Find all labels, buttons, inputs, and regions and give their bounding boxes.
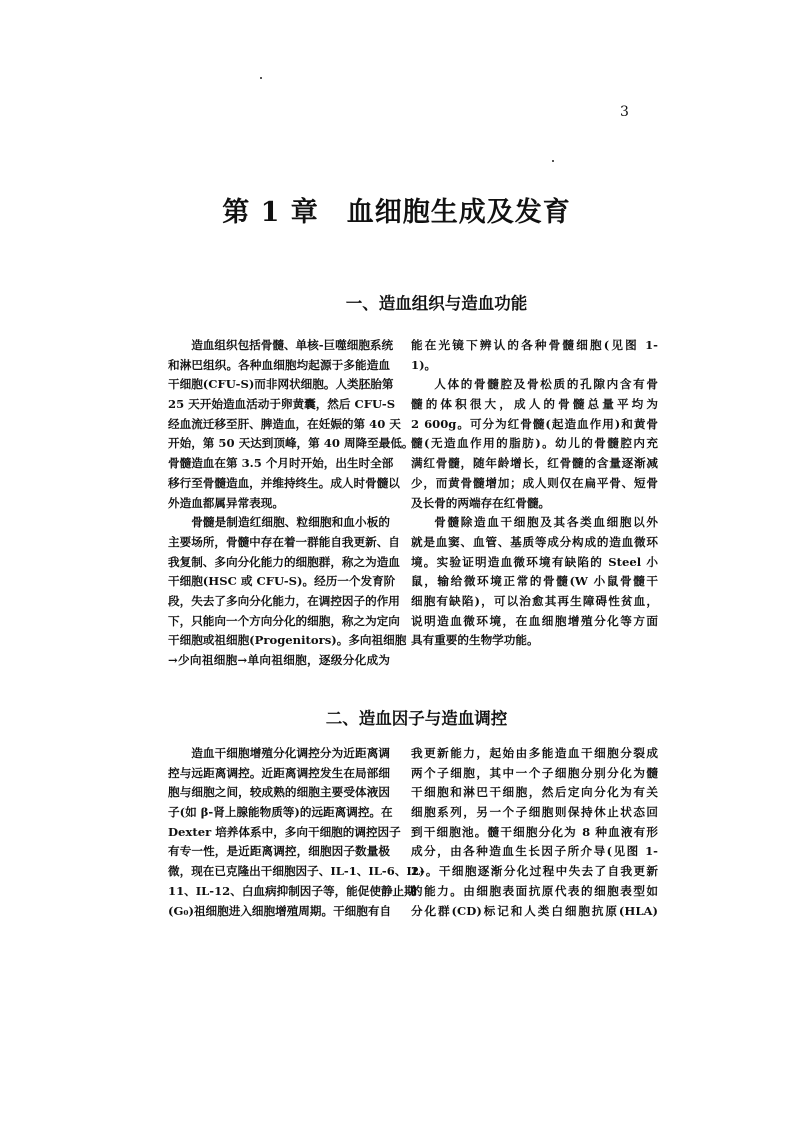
text-line: 我更新能力，起始由多能造血干细胞分裂成 — [411, 746, 658, 760]
text-line: 干细胞(CFU-S)而非网状细胞。人类胚胎第 — [168, 377, 394, 392]
text-line: 经血流迁移至肝、脾造血，在妊娠的第 40 天 — [168, 416, 401, 431]
text-line: 开始，第 50 天达到顶峰，第 40 周降至最低。 — [168, 436, 414, 451]
text-line: 髓(无造血作用的脂肪)。幼儿的骨髓腔内充 — [411, 436, 658, 451]
text-line: 具有重要的生物学功能。 — [411, 633, 539, 648]
text-line: 和淋巴组织。各种血细胞均起源于多能造血 — [168, 357, 390, 372]
text-line: 下，只能向一个方向分化的细胞，称之为定向 — [168, 613, 400, 628]
text-line: 2)。干细胞逐渐分化过程中失去了自我更新 — [411, 864, 658, 879]
text-line: 胞与细胞之间，较成熟的细胞主要受体液因 — [168, 785, 390, 800]
text-line: 干细胞或祖细胞(Progenitors)。多向祖细胞 — [168, 633, 407, 648]
text-line: 骨髓除造血干细胞及其各类血细胞以外 — [434, 515, 658, 530]
text-line: 的能力。由细胞表面抗原代表的细胞表型如 — [411, 883, 658, 898]
text-line: 移行至骨髓造血，并维持终生。成人时骨髓以 — [168, 475, 400, 490]
text-line: 满红骨髓，随年龄增长，红骨髓的含量逐渐减 — [411, 456, 658, 471]
page-number: 3 — [620, 104, 629, 120]
text-line: 就是血窦、血管、基质等成分构成的造血微环 — [411, 534, 658, 549]
text-line: 髓的体积很大，成人的骨髓总量平均为 — [411, 397, 658, 412]
text-line: 鼠，输给微环境正常的骨髓(W 小鼠骨髓干 — [411, 574, 658, 589]
chapter-title: 第 1 章 血细胞生成及发育 — [222, 197, 571, 228]
section-heading: 一、造血组织与造血功能 — [345, 294, 528, 313]
text-line: 微，现在已克隆出干细胞因子、IL-1、IL-6、IL- — [168, 864, 425, 879]
text-line: 细胞系列，另一个子细胞则保持休止状态回 — [411, 805, 658, 820]
text-line: 11、IL-12、白血病抑制因子等，能促使静止期 — [168, 883, 416, 898]
text-line: Dexter 培养体系中，多向干细胞的调控因子 — [168, 824, 401, 839]
text-line: 干细胞(HSC 或 CFU-S)。经历一个发育阶 — [168, 574, 396, 589]
text-line: 1)。 — [411, 357, 437, 372]
text-line: 造血干细胞增殖分化调控分为近距离调 — [191, 746, 390, 760]
text-line: 子(如 β-肾上腺能物质等)的远距离调控。在 — [168, 805, 393, 820]
text-line: 骨髓造血在第 3.5 个月时开始，出生时全部 — [168, 456, 394, 471]
text-line: 说明造血微环境，在血细胞增殖分化等方面 — [411, 613, 658, 628]
text-line: 2 600g。可分为红骨髓(起造血作用)和黄骨 — [411, 416, 658, 431]
text-line: 细胞有缺陷)，可以治愈其再生障碍性贫血， — [411, 593, 658, 608]
scan-speck — [260, 77, 262, 79]
text-line: 主要场所，骨髓中存在着一群能自我更新、自 — [168, 534, 400, 549]
text-line: →少向祖细胞→单向祖细胞，逐级分化成为 — [168, 653, 390, 667]
text-line: 25 天开始造血活动于卵黄囊，然后 CFU-S — [168, 397, 396, 412]
text-column-right — [411, 744, 658, 921]
section-heading: 二、造血因子与造血调控 — [325, 709, 508, 728]
text-line: 少，而黄骨髓增加；成人则仅在扁平骨、短骨 — [411, 475, 658, 490]
text-line: (G₀)祖细胞进入细胞增殖周期。干细胞有自 — [168, 903, 392, 918]
text-column-left — [168, 336, 414, 671]
text-line: 分化群(CD)标记和人类白细胞抗原(HLA) — [411, 903, 658, 918]
text-line: 境。实验证明造血微环境有缺陷的 Steel 小 — [411, 554, 658, 569]
text-line: 我复制、多向分化能力的细胞群，称之为造血 — [168, 554, 400, 569]
text-column-right — [411, 336, 658, 651]
text-line: 到干细胞池。髓干细胞分化为 8 种血液有形 — [411, 824, 658, 839]
text-line: 能在光镜下辨认的各种骨髓细胞(见图 1- — [411, 338, 658, 352]
text-line: 有专一性，是近距离调控，细胞因子数量极 — [168, 844, 390, 859]
text-column-left — [168, 744, 425, 921]
text-line: 段，失去了多向分化能力，在调控因子的作用 — [168, 593, 400, 608]
text-line: 造血组织包括骨髓、单核-巨噬细胞系统 — [191, 338, 394, 352]
text-line: 人体的骨髓腔及骨松质的孔隙内含有骨 — [434, 377, 658, 392]
text-line: 外造血都属异常表现。 — [168, 495, 284, 510]
text-line: 骨髓是制造红细胞、粒细胞和血小板的 — [191, 515, 390, 530]
scan-speck — [552, 160, 554, 162]
text-line: 及长骨的两端存在红骨髓。 — [411, 495, 551, 510]
text-line: 干细胞和淋巴干细胞，然后定向分化为有关 — [411, 785, 658, 800]
text-line: 成分，由各种造血生长因子所介导(见图 1- — [411, 844, 658, 859]
text-line: 控与远距离调控。近距离调控发生在局部细 — [168, 765, 390, 780]
text-line: 两个子细胞，其中一个子细胞分别分化为髓 — [411, 765, 658, 780]
